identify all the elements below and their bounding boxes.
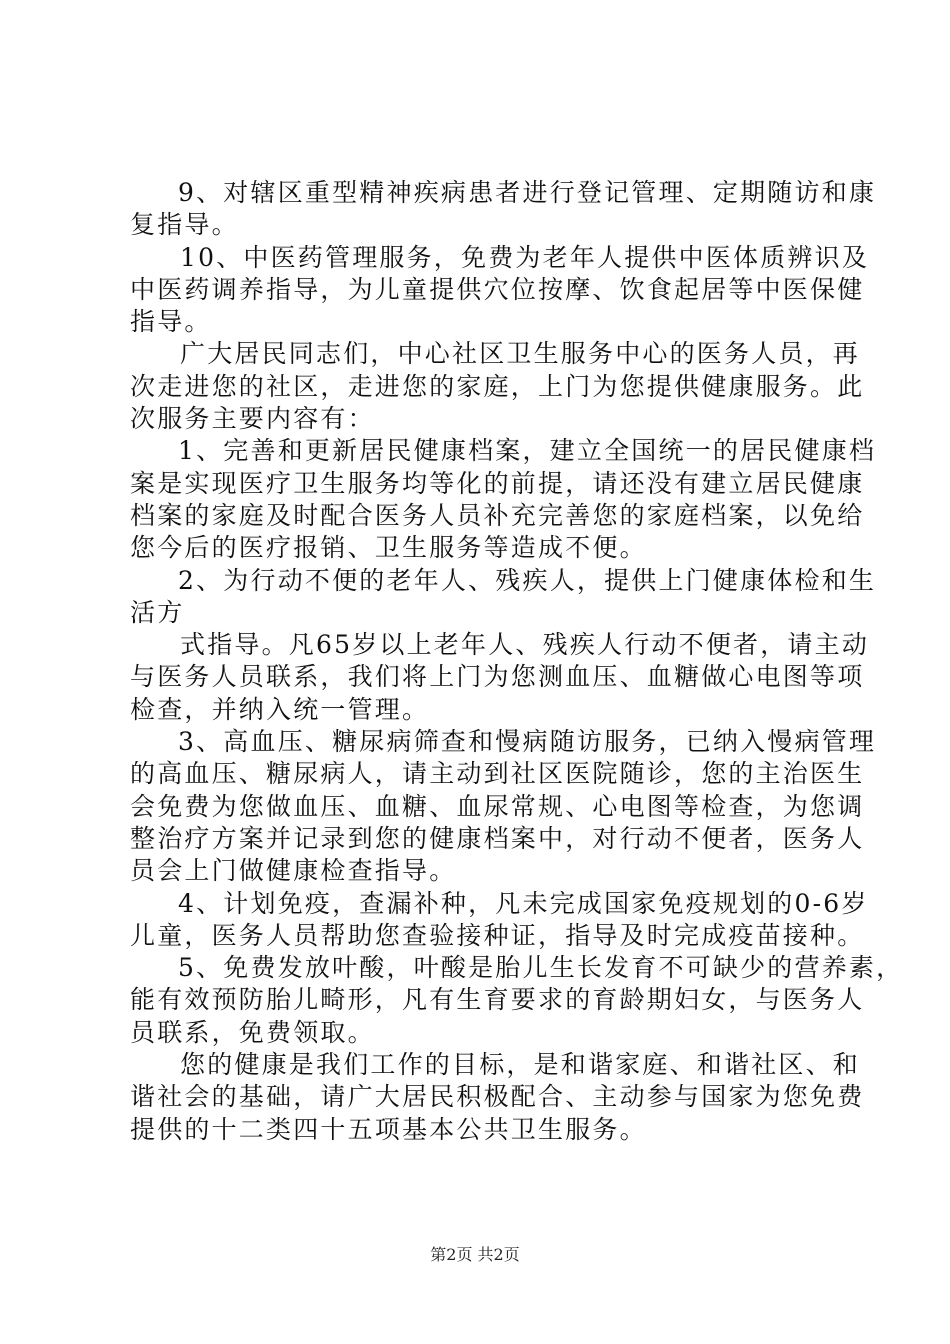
text-line: 复指导。	[130, 210, 239, 240]
text-line: 10、中医药管理服务，免费为老年人提供中医体质辨识及	[180, 242, 870, 272]
text-line: 9、对辖区重型精神疾病患者进行登记管理、定期随访和康	[178, 178, 877, 207]
text-line: 能有效预防胎儿畸形，凡有生育要求的育龄期妇女，与医务人	[130, 985, 865, 1015]
text-line: 员联系，免费领取。	[130, 1017, 375, 1047]
text-line: 会免费为您做血压、血糖、血尿常规、心电图等检查，为您调	[130, 791, 865, 821]
text-line: 广大居民同志们，中心社区卫生服务中心的医务人员，再	[180, 339, 861, 369]
document-body	[130, 177, 904, 1146]
text-line: 案是实现医疗卫生服务均等化的前提，请还没有建立居民健康	[130, 468, 865, 498]
text-line: 与医务人员联系，我们将上门为您测血压、血糖做心电图等项	[130, 662, 865, 692]
text-line: 活方	[130, 597, 185, 627]
text-line: 4、计划免疫，查漏补种，凡未完成国家免疫规划的0-6岁	[178, 888, 869, 918]
text-line: 儿童，医务人员帮助您查验接种证，指导及时完成疫苗接种。	[130, 920, 865, 950]
text-line: 检查，并纳入统一管理。	[130, 694, 430, 724]
text-line: 档案的家庭及时配合医务人员补充完善您的家庭档案，以免给	[130, 500, 865, 530]
text-line: 谐社会的基础，请广大居民积极配合、主动参与国家为您免费	[130, 1082, 865, 1112]
text-line: 指导。	[130, 307, 212, 337]
text-line: 次服务主要内容有：	[130, 404, 375, 434]
text-line: 1、完善和更新居民健康档案，建立全国统一的居民健康档	[178, 436, 877, 466]
text-line: 整治疗方案并记录到您的健康档案中，对行动不便者，医务人	[130, 823, 865, 853]
text-line: 您的健康是我们工作的目标，是和谐家庭、和谐社区、和	[180, 1050, 861, 1080]
text-line: 员会上门做健康检查指导。	[130, 856, 457, 886]
text-line: 5、免费发放叶酸，叶酸是胎儿生长发育不可缺少的营养素，	[178, 953, 904, 983]
text-line: 2、为行动不便的老年人、残疾人，提供上门健康体检和生	[178, 565, 877, 595]
text-line: 中医药调养指导，为儿童提供穴位按摩、饮食起居等中医保健	[130, 274, 865, 304]
text-line: 式指导。凡65岁以上老年人、残疾人行动不便者，请主动	[180, 630, 870, 660]
text-line: 您今后的医疗报销、卫生服务等造成不便。	[130, 533, 647, 563]
page-footer: 第2页 共2页	[430, 1245, 520, 1264]
text-line: 3、高血压、糖尿病筛查和慢病随访服务，已纳入慢病管理	[178, 727, 877, 757]
text-line: 次走进您的社区，走进您的家庭，上门为您提供健康服务。此	[130, 371, 865, 401]
text-line: 提供的十二类四十五项基本公共卫生服务。	[130, 1114, 647, 1144]
text-line: 的高血压、糖尿病人，请主动到社区医院随诊，您的主治医生	[130, 759, 865, 789]
